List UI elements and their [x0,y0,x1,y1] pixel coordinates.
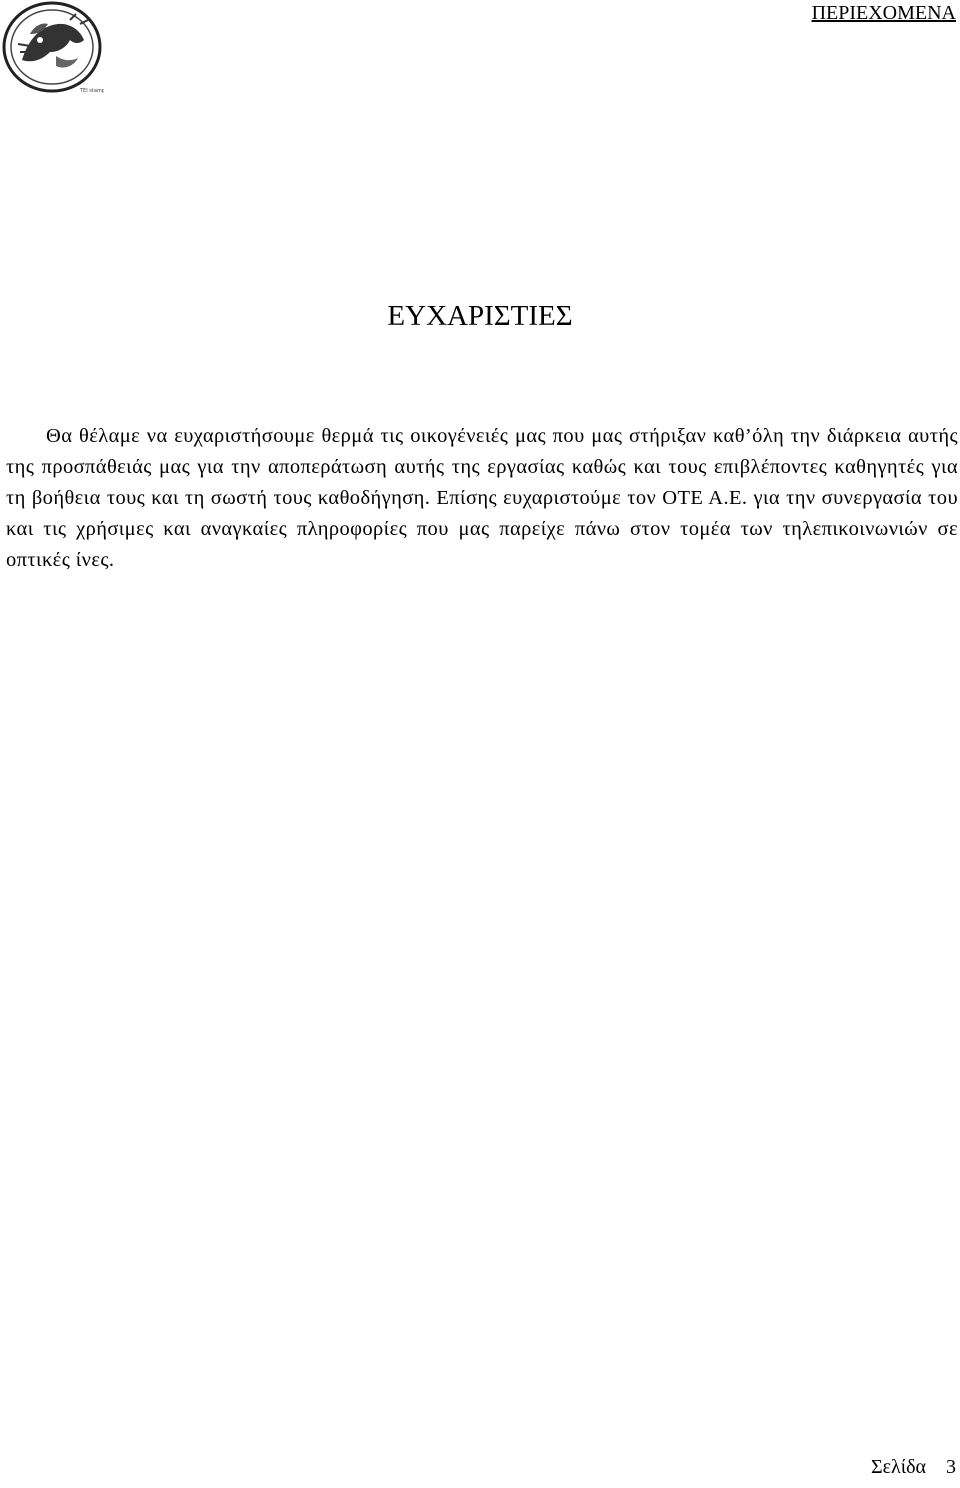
page-label: Σελίδα [870,1456,926,1478]
seal-icon [0,0,104,96]
page-number: 3 [946,1456,956,1478]
acknowledgements-paragraph: Θα θέλαμε να ευχαριστήσουμε θερμά τις οικογένειές μας που μας στήριξαν καθ’όλη την διάρκεια αυτής της προσπάθειάς μας για την αποπεράτωση αυτής της εργασίας καθώς και τους επιβλέποντες καθηγητές για τη βοήθεια τους και τη σωστή τους καθοδήγηση. Επίσης ευχαριστούμε τον ΟΤΕ Α.Ε. για την συνεργασία του και τις χρήσιμες και αναγκαίες πληροφορίες που μας παρείχε πάνω στον τομέα των τηλεπικοινωνιών σε οπτικές ίνες. [6,425,958,571]
page-title: ΕΥΧΑΡΙΣΤΙΕΣ [387,300,573,332]
contents-link[interactable]: ΠΕΡΙΕΧΟΜΕΝΑ [811,2,956,24]
svg-text:TEI stamp: TEI stamp [80,88,104,94]
page-footer [871,1454,956,1480]
institution-logo [0,0,104,96]
